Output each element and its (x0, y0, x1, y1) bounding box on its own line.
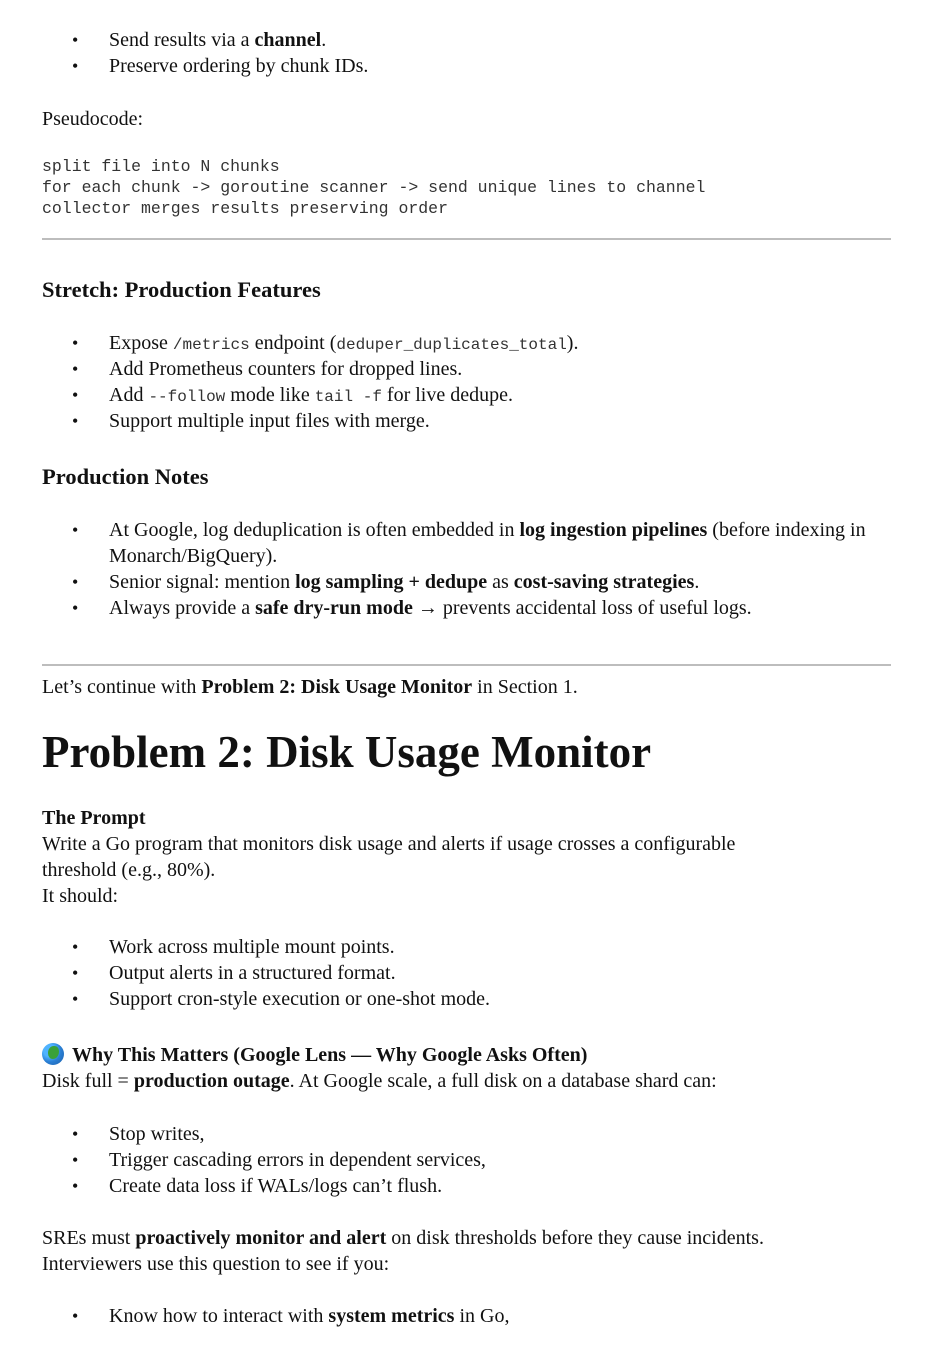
interviewer-bullet-list (42, 1303, 892, 1329)
list-item: • Send results via a channel. (42, 27, 892, 53)
sres-text-2: Interviewers use this question to see if you: (42, 1253, 390, 1275)
list-item: • Preserve ordering by chunk IDs. (42, 53, 892, 79)
page-title: Problem 2: Disk Usage Monitor (42, 727, 652, 777)
divider (42, 238, 891, 240)
list-item: • Support cron-style execution or one-shot mode. (42, 986, 892, 1012)
list-item: • Expose /metrics endpoint (deduper_duplicates_total). (42, 330, 892, 356)
code-line: split file into N chunks (42, 157, 280, 176)
list-item: • Senior signal: mention log sampling + dedupe as cost-saving strategies. (42, 569, 872, 595)
list-item: • Always provide a safe dry-run mode → prevents accidental loss of useful logs. (42, 595, 872, 621)
list-item: • Stop writes, (42, 1121, 892, 1147)
why-text: Disk full = production outage. At Google scale, a full disk on a database shard can: (42, 1070, 717, 1092)
divider (42, 664, 891, 666)
prompt-text: It should: (42, 885, 119, 907)
list-item: • Add --follow mode like tail -f for live dedupe. (42, 382, 892, 408)
prompt-bullet-list (42, 934, 892, 1012)
why-bullet-list (42, 1121, 892, 1199)
continue-line: Let’s continue with Problem 2: Disk Usage Monitor in Section 1. (42, 676, 578, 698)
prompt-text: Write a Go program that monitors disk usage and alerts if usage crosses a configurable (42, 833, 736, 855)
list-item: • Support multiple input files with merge. (42, 408, 892, 434)
pseudocode-label: Pseudocode: (42, 108, 144, 130)
list-item: • Work across multiple mount points. (42, 934, 892, 960)
top-bullet-list (42, 27, 892, 79)
globe-icon (42, 1043, 64, 1065)
production-notes-list (42, 517, 872, 621)
sres-text: SREs must proactively monitor and alert on disk thresholds before they cause incidents. (42, 1227, 764, 1249)
code-line: for each chunk -> goroutine scanner -> send unique lines to channel (42, 178, 706, 197)
code-line: collector merges results preserving order (42, 199, 448, 218)
list-item: • Create data loss if WALs/logs can’t flush. (42, 1173, 892, 1199)
list-item: • At Google, log deduplication is often embedded in log ingestion pipelines (before indexing in Monarch/BigQuery). (42, 517, 872, 569)
section-heading: Production Notes (42, 464, 209, 489)
why-heading: Why This Matters (Google Lens — Why Google Asks Often) (42, 1042, 587, 1068)
section-heading: Stretch: Production Features (42, 277, 321, 302)
list-item: • Add Prometheus counters for dropped lines. (42, 356, 892, 382)
pseudocode-block (42, 156, 705, 219)
list-item: • Output alerts in a structured format. (42, 960, 892, 986)
list-item: • Trigger cascading errors in dependent services, (42, 1147, 892, 1173)
prompt-text: threshold (e.g., 80%). (42, 859, 216, 881)
prompt-label: The Prompt (42, 807, 146, 829)
list-item: • Know how to interact with system metrics in Go, (42, 1303, 892, 1329)
prompt-section (42, 805, 892, 909)
stretch-list (42, 330, 892, 434)
